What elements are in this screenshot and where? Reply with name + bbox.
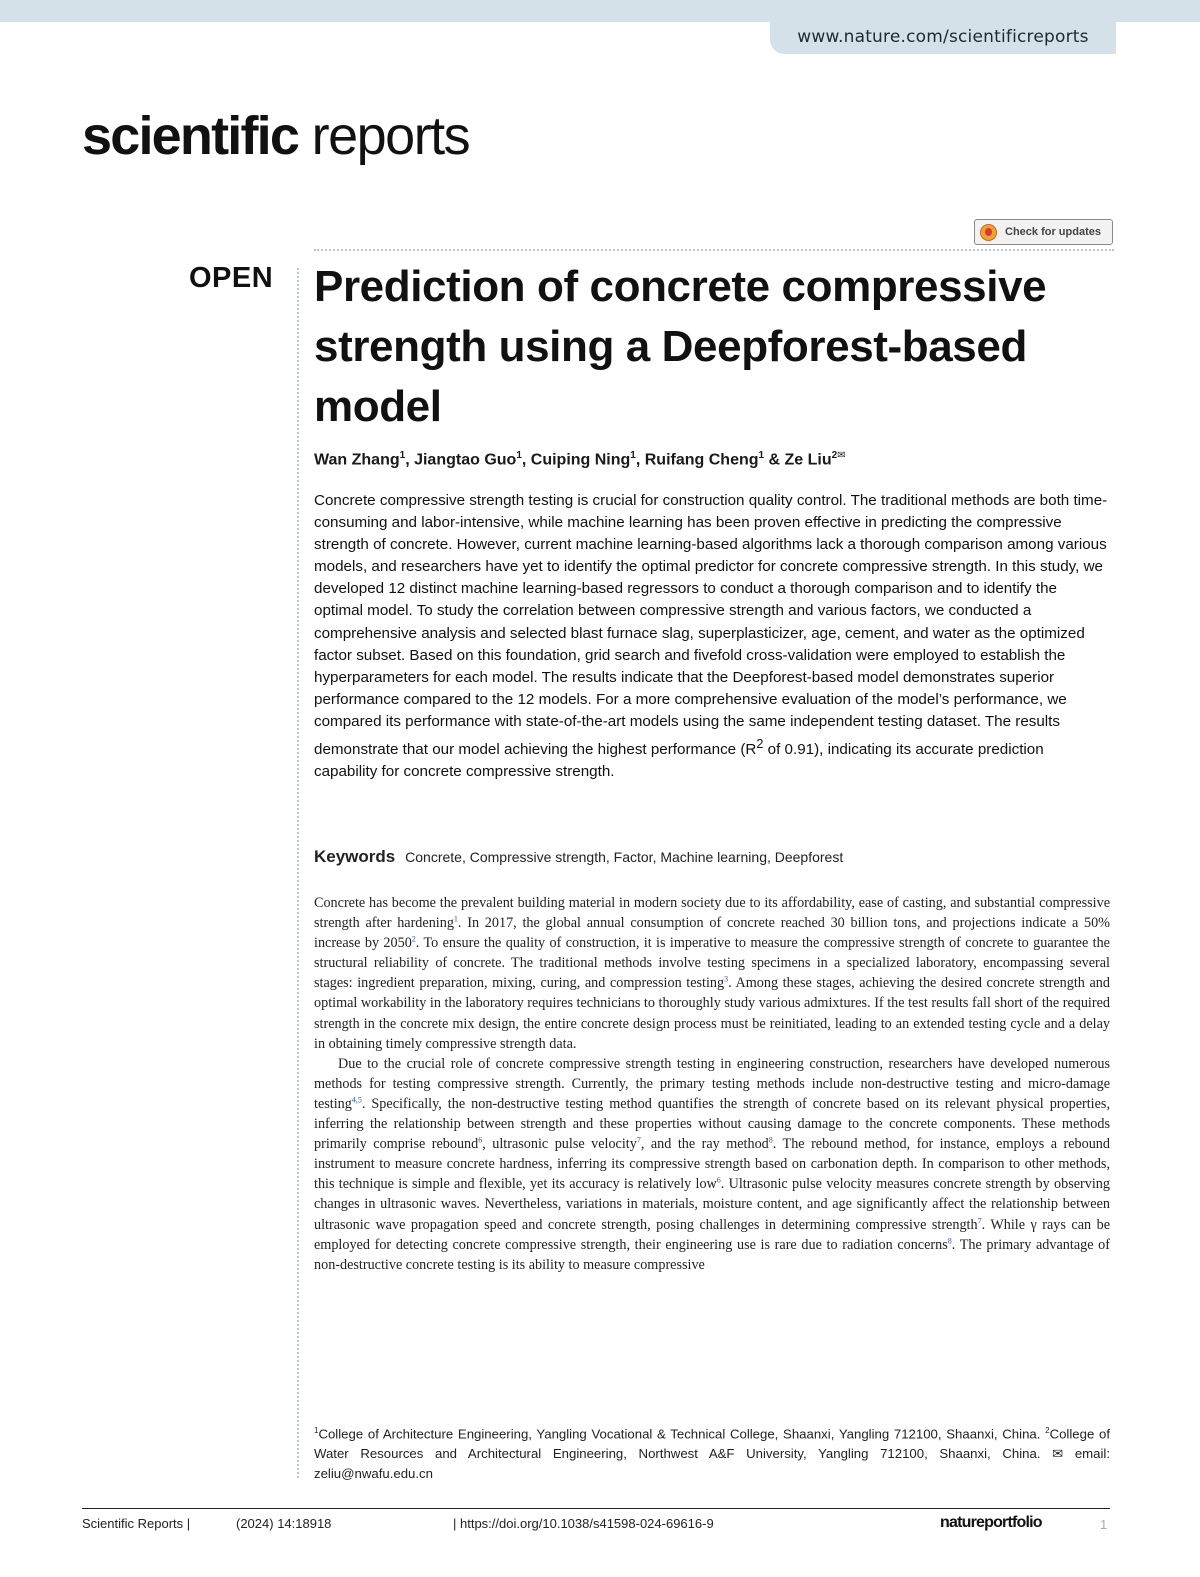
citation-link[interactable]: 3 <box>724 974 729 984</box>
body-text-run: . Among these stages, achieving the desired concrete strength and optimal workability in the laboratory requires technicians to thoroughly study various admixtures. If the test results fall short of the required strength in the concrete mix design, the entire concrete design process must be reinitiated, leading to an extended testing cycle and a delay in obtaining timely compressive strength data. <box>314 975 1110 1052</box>
body-text-run: , ultrasonic pulse velocity <box>482 1136 637 1153</box>
citation-link[interactable]: 6 <box>716 1175 721 1185</box>
footer-volume: (2024) 14:18918 <box>236 1516 332 1531</box>
citation-link[interactable]: 7 <box>636 1135 641 1145</box>
corresponding-email-link[interactable]: ✉ email: zeliu@nwafu.edu.cn <box>314 1446 1110 1482</box>
nature-portfolio-logo[interactable]: natureportfolio <box>940 1514 1042 1531</box>
abstract-text: of 0.91), indicating its accurate prediction capability for concrete compressive strength. <box>314 741 1044 781</box>
check-for-updates-button[interactable] <box>974 219 1113 245</box>
keywords-label: Keywords <box>314 847 396 866</box>
citation-link[interactable]: 1 <box>453 914 458 924</box>
abstract-superscript: 2 <box>756 737 764 752</box>
body-text-run: . Ultrasonic pulse velocity measures concrete strength by observing changes in ultrasonic waves. Nevertheless, variations in materials, moisture content, and age significantly affect the relationship between ultrasonic wave propagation speed and concrete strength, posing challenges in determining compressive strength <box>314 1176 1110 1233</box>
author-affiliation-sup: 1 <box>758 450 765 461</box>
body-text-run: , and the ray method <box>640 1136 769 1153</box>
author-affiliation-sup: 1 <box>399 450 406 461</box>
header-bar <box>0 0 1200 22</box>
body-text-run: . While γ rays can be employed for detecting concrete compressive strength, their engineering use is rare due to radiation concerns <box>314 1216 1110 1253</box>
footer-divider <box>82 1508 1110 1509</box>
crossmark-icon <box>980 224 997 241</box>
body-text-run: . Specifically, the non-destructive testing method quantifies the strength of concrete based on its relevant physical properties, inferring the relationship between strength and these properties without causing damage to the concrete components. These methods primarily comprise rebound <box>314 1095 1110 1153</box>
journal-logo-light: reports <box>311 106 470 166</box>
affiliation-sup: 1 <box>314 1426 319 1435</box>
body-text-run: . To ensure the quality of construction, it is imperative to measure the compressive strength of concrete to guarantee the structural reliability of concrete. The traditional methods involve testing specimens in a specialized laboratory, encompassing several stages: ingredient preparation, mixing, curing, and compression testing <box>314 935 1110 992</box>
author-affiliation-sup: 1 <box>630 450 636 461</box>
author-list: Wan Zhang$^1$, Jiangtao Guo$^1$, Cuiping Ning$^1$, Ruifang Cheng$^1$ & Ze Liu$^{2✉}$ <box>314 450 846 469</box>
article-title: Prediction of concrete compressive strength using a Deepforest-based model <box>314 262 1047 431</box>
body-text-run: . In 2017, the global annual consumption of concrete reached 30 billion tons, and projections indicate a 50% increase by 2050 <box>314 915 1110 952</box>
affiliation-text: College of Architecture Engineering, Yangling Vocational & Technical College, Shaanxi, Yangling 712100, Shaanxi, China. <box>318 1426 1041 1442</box>
citation-link[interactable]: 2 <box>411 934 416 944</box>
footer-doi-link[interactable]: | https://doi.org/10.1038/s41598-024-69616-9 <box>453 1516 714 1531</box>
abstract <box>314 490 1110 783</box>
journal-logo[interactable] <box>82 106 469 166</box>
body-text <box>314 893 1110 1275</box>
body-text-run: . The rebound method, for instance, employs a rebound instrument to measure concrete hardness, inferring its compressive strength based on carbonation depth. In comparison to other methods, this technique is simple and flexible, yet its accuracy is relatively low <box>314 1136 1110 1193</box>
journal-url-link[interactable]: www.nature.com/scientificreports <box>770 22 1116 54</box>
footer-journal: Scientific Reports | <box>82 1516 191 1531</box>
citation-link[interactable]: 7 <box>977 1215 982 1225</box>
author-name[interactable]: Ruifang Cheng <box>644 451 759 469</box>
author-affiliation-sup: 1 <box>516 450 522 461</box>
citation-link[interactable]: 8 <box>768 1135 773 1145</box>
author-name[interactable]: Ze Liu <box>784 451 832 469</box>
author-name[interactable]: Wan Zhang <box>314 451 400 469</box>
journal-logo-bold: scientific <box>82 106 299 166</box>
keywords-list: Concrete, Compressive strength, Factor, Machine learning, Deepforest <box>405 849 844 865</box>
keywords <box>314 847 1110 867</box>
body-text-run: Due to the crucial role of concrete compressive strength testing in engineering construction, researchers have developed numerous methods for testing compressive strength. Currently, the primary testing methods include non-destructive testing and micro-damage testing <box>314 1055 1110 1112</box>
abstract-text: Concrete compressive strength testing is crucial for construction quality control. The traditional methods are both time-consuming and labor-intensive, while machine learning has been proven effective in predicting the compressive strength of concrete. However, current machine learning-based algorithms lack a thorough comparison among various models, and researchers have yet to identify the optimal predictor for concrete compressive strength. In this study, we developed 12 distinct machine learning-based regressors to conduct a thorough comparison and to identify the optimal model. To study the correlation between compressive strength and various factors, we conducted a comprehensive analysis and selected blast furnace slag, superplasticizer, age, cement, and water as the optimized factor subset. Based on this foundation, grid search and fivefold cross-validation were employed to establish the hyperparameters for each model. The results indicate that the Deepforest-based model demonstrates superior performance compared to the 12 models. For a more comprehensive evaluation of the model’s performance, we compared its performance with state-of-the-art models using the same independent testing dataset. The results demonstrate that our model achieving the highest performance (R <box>314 492 1108 759</box>
check-for-updates-label: Check for updates <box>1005 226 1101 238</box>
author-name[interactable]: Cuiping Ning <box>530 451 631 469</box>
citation-link[interactable]: 6 <box>478 1135 483 1145</box>
affiliations <box>314 1421 1110 1484</box>
affiliation-text: College of Water Resources and Architectural Engineering, Northwest A&F University, Yangling 712100, Shaanxi, China. <box>314 1426 1110 1462</box>
citation-link[interactable]: 8 <box>947 1235 952 1245</box>
body-paragraph <box>314 893 1110 1054</box>
dotted-divider-vertical <box>297 268 299 1478</box>
author-name[interactable]: Jiangtao Guo <box>414 451 517 469</box>
dotted-divider-horizontal <box>314 249 1114 251</box>
open-access-label: OPEN <box>189 262 274 294</box>
citation-link[interactable]: 4,5 <box>351 1095 362 1105</box>
page-number: 1 <box>1100 1517 1108 1532</box>
body-text-run: . The primary advantage of non-destructive concrete testing is its ability to measure compressive <box>314 1236 1110 1273</box>
body-text-run: Concrete has become the prevalent building material in modern society due to its affordability, ease of casting, and substantial compressive strength after hardening <box>314 895 1110 932</box>
body-paragraph <box>314 1054 1110 1275</box>
affiliation-sup: 2 <box>1045 1426 1050 1435</box>
author-affiliation-sup: 2✉ <box>831 450 846 461</box>
